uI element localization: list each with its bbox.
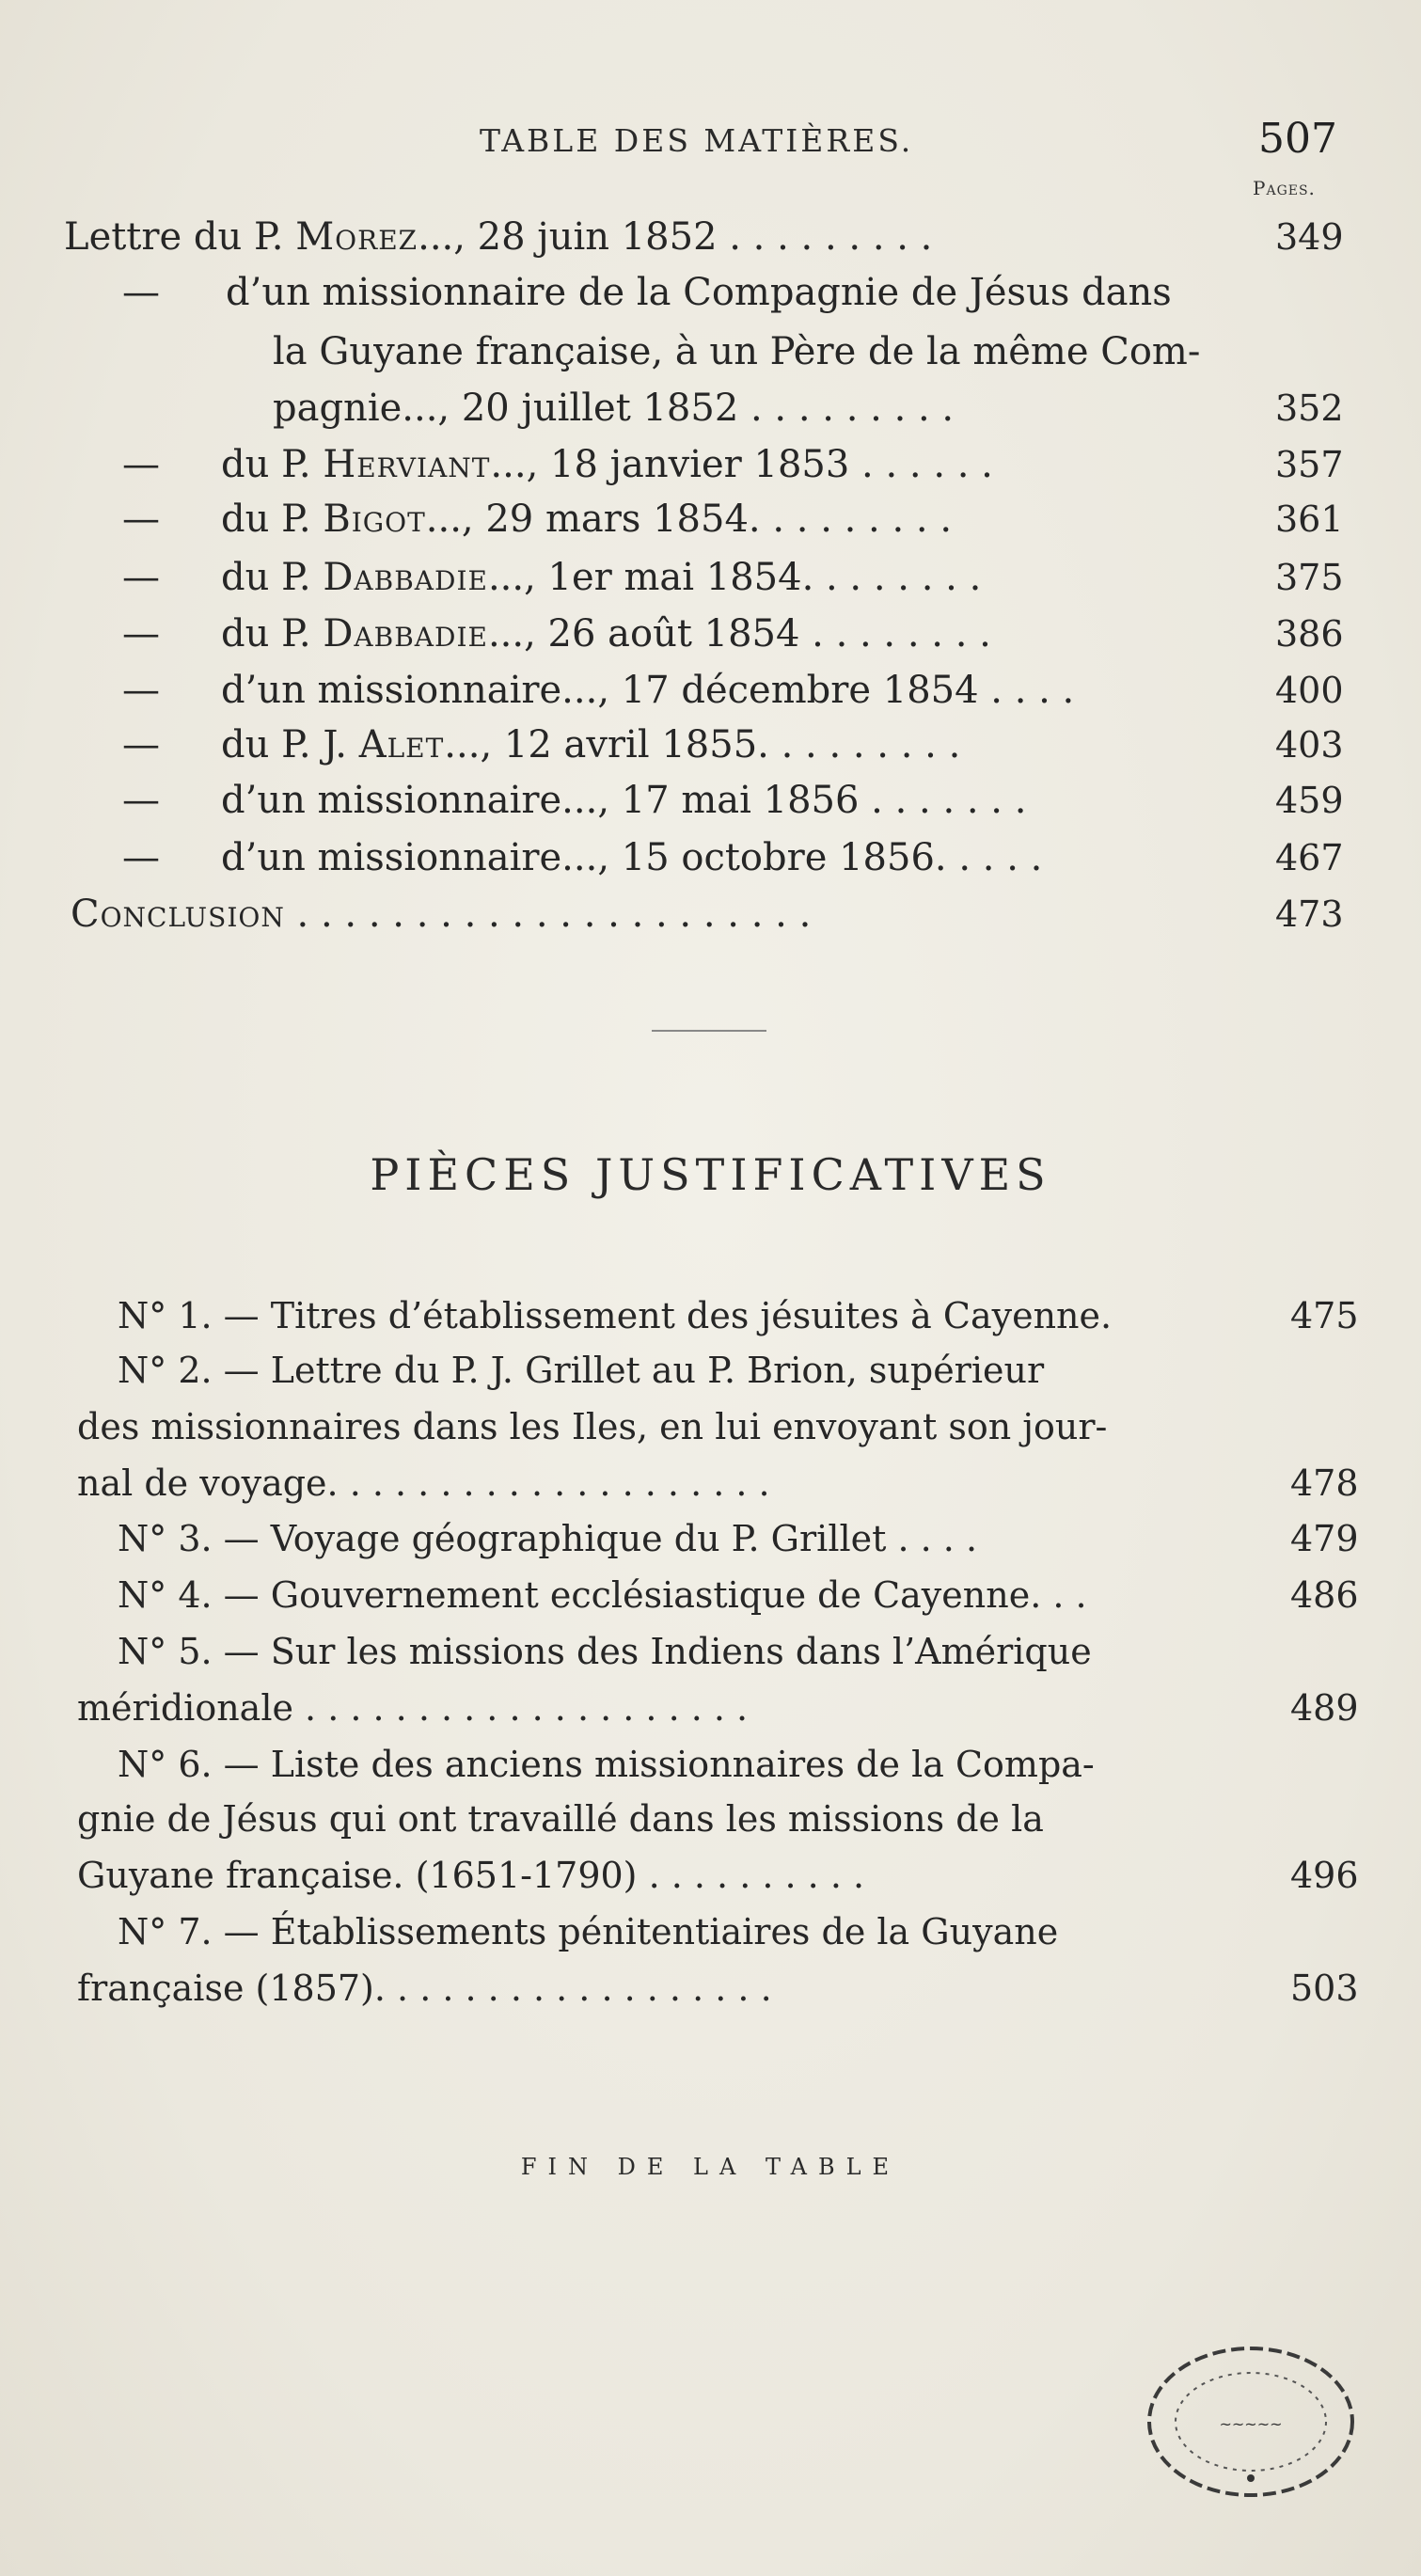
piece-entry — [0, 1961, 1421, 2015]
toc-prefix: du P. — [221, 612, 324, 656]
toc-page-number: 357 — [1275, 444, 1344, 485]
toc-rest: d’un missionnaire de la Compagnie de Jésus dans — [226, 271, 1172, 314]
piece-page-number: 489 — [1290, 1687, 1359, 1729]
toc-entry — [0, 324, 1421, 379]
toc-entry — [0, 887, 1421, 941]
toc-entry-text — [221, 773, 1026, 828]
toc-rest: ..., 28 juin 1852 . . . . . . . . . — [418, 215, 933, 259]
piece-entry — [0, 1624, 1421, 1679]
piece-entry — [0, 1568, 1421, 1622]
piece-entry-text: Guyane française. (1651-1790) . . . . . . . . . . — [77, 1855, 865, 1896]
author-name: Herviant — [323, 443, 491, 486]
piece-entry-text: N° 1. — Titres d’établissement des jésuites à Cayenne. — [118, 1295, 1113, 1336]
toc-page-number: 403 — [1275, 724, 1344, 766]
toc-page-number: 361 — [1275, 498, 1344, 540]
toc-page-number: 467 — [1275, 837, 1344, 878]
toc-page-number: 375 — [1275, 557, 1344, 598]
toc-entry-text — [221, 550, 981, 605]
toc-rest: la Guyane française, à un Père de la même Com- — [273, 330, 1201, 373]
toc-rest: ..., 26 août 1854 . . . . . . . . — [487, 612, 991, 656]
toc-rest: pagnie..., 20 juillet 1852 . . . . . . . . . — [273, 387, 955, 430]
piece-page-number: 478 — [1290, 1462, 1359, 1504]
toc-entry-text — [221, 492, 952, 546]
toc-entry-text — [71, 887, 811, 941]
piece-entry-text: N° 4. — Gouvernement ecclésiastique de Cayenne. . . — [118, 1574, 1087, 1616]
piece-entry-text: méridionale . . . . . . . . . . . . . . . . . . . . — [77, 1687, 749, 1729]
toc-dash: — — [122, 669, 160, 712]
toc-entry — [0, 663, 1421, 718]
toc-entry — [0, 210, 1421, 264]
toc-rest: ..., 12 avril 1855. . . . . . . . . — [444, 723, 961, 766]
author-name: Morez — [295, 215, 418, 259]
piece-entry-text: des missionnaires dans les Iles, en lui envoyant son jour- — [77, 1406, 1108, 1447]
toc-entry-text — [64, 210, 932, 264]
toc-rest: d’un missionnaire..., 15 octobre 1856. . . . . — [221, 836, 1043, 879]
toc-dash: — — [122, 779, 160, 822]
toc-entry-text — [221, 607, 991, 661]
toc-entry — [0, 607, 1421, 661]
toc-entry — [0, 830, 1421, 885]
toc-dash: — — [122, 498, 160, 541]
end-of-table: FIN DE LA TABLE — [520, 2154, 901, 2180]
toc-entry — [0, 718, 1421, 772]
author-name: Alet — [358, 723, 445, 766]
running-title: TABLE DES MATIÈRES. — [480, 122, 914, 159]
piece-entry — [0, 1511, 1421, 1566]
toc-lead: Lettre du P. — [64, 215, 296, 259]
author-name: Dabbadie — [323, 556, 488, 599]
author-name: Conclusion — [71, 893, 285, 936]
piece-entry-text: N° 7. — Établissements pénitentiaires de la Guyane — [118, 1911, 1059, 1952]
toc-page-number: 400 — [1275, 670, 1344, 711]
piece-page-number: 496 — [1290, 1855, 1359, 1896]
toc-page-number: 349 — [1275, 216, 1344, 258]
toc-prefix: du P. J. — [221, 723, 359, 766]
toc-rest: d’un missionnaire..., 17 décembre 1854 . . . . — [221, 669, 1075, 712]
toc-page-number: 459 — [1275, 780, 1344, 821]
piece-entry — [0, 1456, 1421, 1510]
toc-page-number: 386 — [1275, 613, 1344, 655]
toc-entry — [0, 773, 1421, 828]
toc-rest: d’un missionnaire..., 17 mai 1856 . . . . . . . — [221, 779, 1027, 822]
piece-entry-text: N° 5. — Sur les missions des Indiens dans l’Amérique — [118, 1631, 1092, 1672]
toc-page-number: 352 — [1275, 387, 1344, 429]
toc-prefix: du P. — [221, 498, 324, 541]
piece-entry — [0, 1792, 1421, 1846]
piece-entry — [0, 1681, 1421, 1735]
piece-entry-text: nal de voyage. . . . . . . . . . . . . . . . . . . . — [77, 1462, 770, 1504]
author-name: Bigot — [323, 498, 426, 541]
toc-page-number: 473 — [1275, 893, 1344, 935]
piece-page-number: 503 — [1290, 1968, 1359, 2009]
piece-entry-text: française (1857). . . . . . . . . . . . . . . . . . — [77, 1968, 772, 2009]
toc-entry-text — [221, 663, 1074, 718]
toc-entry-text — [221, 718, 960, 772]
toc-dash: — — [122, 723, 160, 766]
toc-dash: — — [122, 271, 160, 314]
page-number: 507 — [1258, 115, 1337, 163]
piece-entry — [0, 1343, 1421, 1398]
toc-entry-text — [226, 265, 1172, 320]
toc-prefix: du P. — [221, 443, 324, 486]
toc-entry — [0, 381, 1421, 435]
toc-dash: — — [122, 443, 160, 486]
toc-entry — [0, 492, 1421, 546]
toc-entry-text — [273, 324, 1200, 379]
piece-entry — [0, 1904, 1421, 1959]
toc-entry — [0, 265, 1421, 320]
pages-column-label: Pages. — [1253, 177, 1316, 199]
toc-entry-text — [221, 830, 1042, 885]
page-header — [0, 115, 1421, 199]
piece-page-number: 486 — [1290, 1574, 1359, 1616]
svg-text:~~~~~: ~~~~~ — [1219, 2415, 1283, 2433]
toc-rest: ..., 18 janvier 1853 . . . . . . — [490, 443, 993, 486]
piece-page-number: 479 — [1290, 1518, 1359, 1559]
piece-page-number: 475 — [1290, 1295, 1359, 1336]
toc-entry — [0, 437, 1421, 492]
library-stamp — [1133, 2328, 1368, 2516]
piece-entry-text: N° 2. — Lettre du P. J. Grillet au P. Brion, supérieur — [118, 1350, 1045, 1391]
toc-rest: ..., 29 mars 1854. . . . . . . . . — [425, 498, 953, 541]
author-name: Dabbadie — [323, 612, 488, 656]
toc-dash: — — [122, 836, 160, 879]
section-divider — [652, 1030, 766, 1032]
piece-entry — [0, 1288, 1421, 1343]
piece-entry-text: N° 3. — Voyage géographique du P. Grillet . . . . — [118, 1518, 978, 1559]
toc-dash: — — [122, 556, 160, 599]
toc-entry-text — [221, 437, 993, 492]
piece-entry-text: N° 6. — Liste des anciens missionnaires de la Compa- — [118, 1744, 1095, 1785]
toc-entry-text — [273, 381, 954, 435]
piece-entry — [0, 1737, 1421, 1792]
toc-rest: ..., 1er mai 1854. . . . . . . . — [487, 556, 982, 599]
toc-prefix: du P. — [221, 556, 324, 599]
toc-rest: . . . . . . . . . . . . . . . . . . . . . . — [284, 893, 812, 936]
toc-dash: — — [122, 612, 160, 656]
piece-entry — [0, 1848, 1421, 1903]
piece-entry — [0, 1399, 1421, 1454]
section-title: PIÈCES JUSTIFICATIVES — [370, 1149, 1051, 1200]
piece-entry-text: gnie de Jésus qui ont travaillé dans les missions de la — [77, 1798, 1044, 1840]
toc-entry — [0, 550, 1421, 605]
